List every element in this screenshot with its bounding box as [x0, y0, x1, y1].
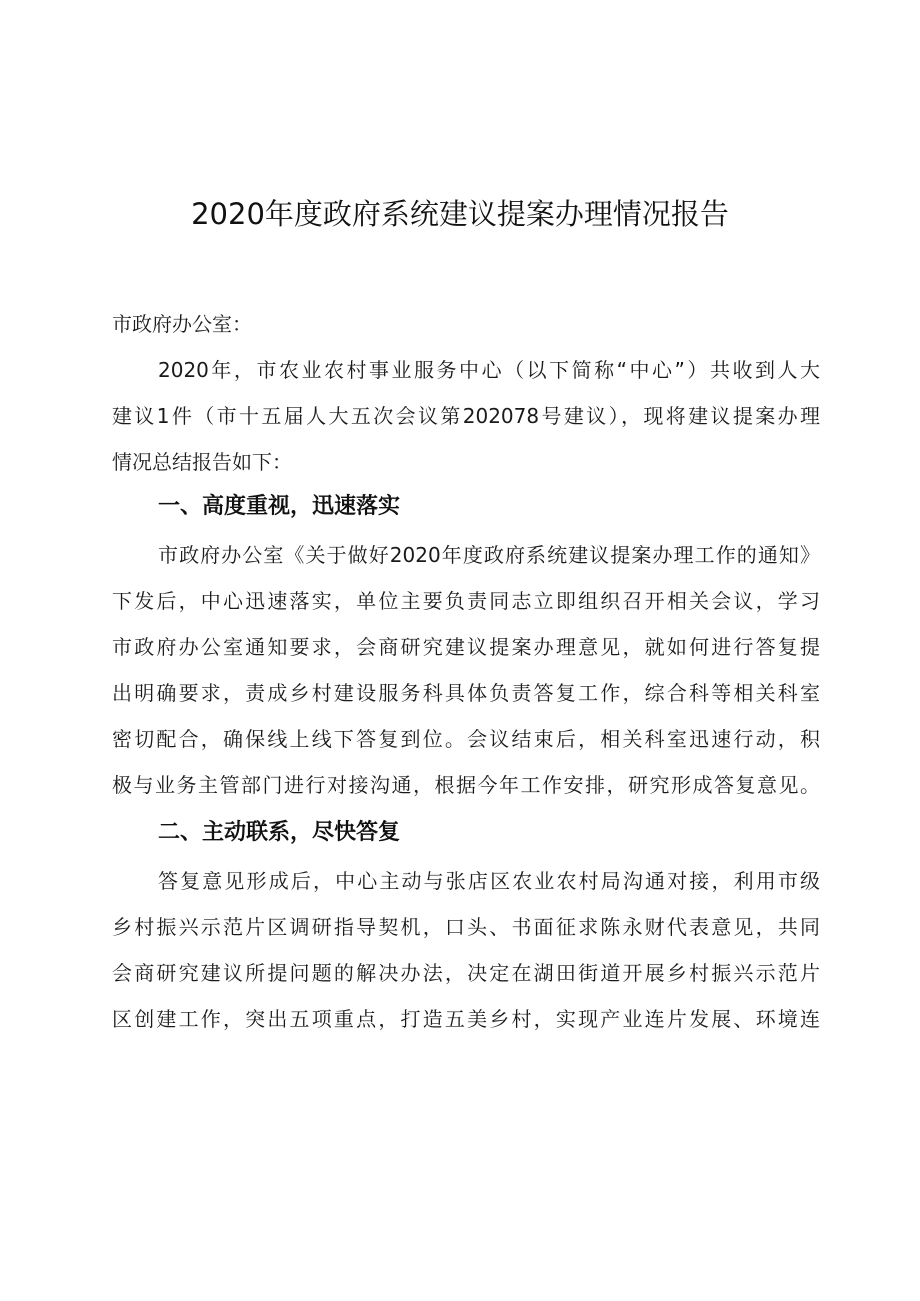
section1-line-1: 市政府办公室《关于做好2020年度政府系统建议提案办理工作的通知》 — [158, 543, 820, 567]
section1-heading: 一、高度重视，迅速落实 — [158, 494, 401, 519]
section1-line-5: 密切配合，确保线上线下答复到位。会议结束后，相关科室迅速行动，积 — [112, 727, 820, 751]
section2-heading: 二、主动联系，尽快答复 — [158, 820, 401, 845]
intro-line-2: 建议1件（市十五届人大五次会议第202078号建议），现将建议提案办理 — [112, 404, 820, 428]
section2-line-3: 会商研究建议所提问题的解决办法，决定在湖田街道开展乡村振兴示范片 — [112, 961, 820, 985]
section1-line-2: 下发后，中心迅速落实，单位主要负责同志立即组织召开相关会议，学习 — [112, 589, 820, 613]
section2-line-2: 乡村振兴示范片区调研指导契机，口头、书面征求陈永财代表意见，共同 — [112, 915, 820, 939]
section1-line-6: 极与业务主管部门进行对接沟通，根据今年工作安排，研究形成答复意见。 — [112, 773, 820, 797]
document-title: 2020年度政府系统建议提案办理情况报告 — [191, 197, 729, 231]
section1-line-3: 市政府办公室通知要求，会商研究建议提案办理意见，就如何进行答复提 — [112, 635, 820, 659]
salutation: 市政府办公室： — [112, 312, 252, 336]
section2-line-1: 答复意见形成后，中心主动与张店区农业农村局沟通对接，利用市级 — [158, 869, 820, 893]
intro-line-3: 情况总结报告如下： — [112, 450, 292, 474]
section1-line-4: 出明确要求，责成乡村建设服务科具体负责答复工作，综合科等相关科室 — [112, 681, 820, 705]
section2-line-4: 区创建工作，突出五项重点，打造五美乡村，实现产业连片发展、环境连 — [112, 1007, 820, 1031]
intro-line-1: 2020年，市农业农村事业服务中心（以下简称“中心”）共收到人大 — [158, 358, 820, 382]
